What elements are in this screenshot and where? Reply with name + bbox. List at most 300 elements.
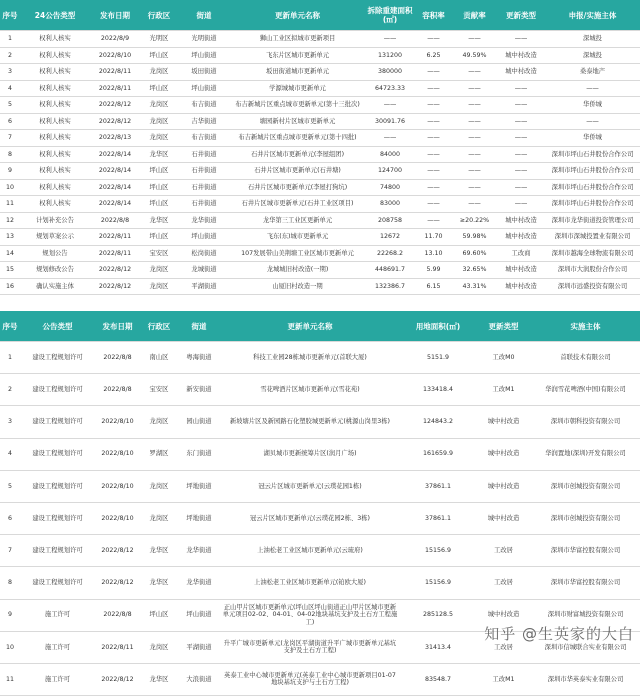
table-cell: 84000 [365, 146, 415, 163]
table-cell: 确认实施主体 [20, 278, 90, 295]
table-cell: 城中村改造 [497, 64, 545, 81]
table-cell: 16 [0, 278, 20, 295]
table-cell: 6.15 [415, 278, 452, 295]
table-cell: 龙岗区 [140, 278, 178, 295]
table-cell: 粤海街道 [178, 342, 220, 374]
table-cell: —— [452, 130, 497, 147]
table-cell: 城中村改造 [476, 406, 531, 438]
table-cell: —— [497, 130, 545, 147]
table-cell: 龙华区 [140, 146, 178, 163]
table-cell: 深城投 [545, 31, 640, 48]
table-cell: 建设工程规划许可 [20, 470, 95, 502]
table-cell: 2 [0, 374, 20, 406]
table-cell: 城中村改造 [497, 229, 545, 246]
table-cell: 深圳市大润股份合作公司 [545, 262, 640, 279]
table-cell: 坪山区 [140, 229, 178, 246]
table-cell: 飞东(东)城市更新单元 [230, 229, 365, 246]
table-cell: 2022/8/11 [95, 631, 140, 663]
table-cell: 坪山街道 [178, 47, 230, 64]
table-cell: —— [497, 146, 545, 163]
table-cell: 1 [0, 31, 20, 48]
table-cell: 建设工程规划许可 [20, 342, 95, 374]
table-cell: 龙岗区 [140, 97, 178, 114]
table-cell: 城中村改造 [476, 438, 531, 470]
table-cell: —— [452, 97, 497, 114]
table-cell: 南山区 [140, 342, 178, 374]
table-cell: 深圳市华富控股有限公司 [531, 535, 640, 567]
table-cell: 3 [0, 64, 20, 81]
table-cell: 14 [0, 245, 20, 262]
table-cell: 宝安区 [140, 245, 178, 262]
table-cell: 11.70 [415, 229, 452, 246]
table-cell: 坂田街道 [178, 64, 230, 81]
table-cell: 15156.9 [400, 535, 476, 567]
table-cell: —— [415, 212, 452, 229]
column-header: 更新类型 [497, 0, 545, 31]
table-cell: 132386.7 [365, 278, 415, 295]
table-cell: 规划草案公示 [20, 229, 90, 246]
table-cell: 15 [0, 262, 20, 279]
table-cell: —— [415, 113, 452, 130]
column-header: 申报/实施主体 [545, 0, 640, 31]
table-cell: 石井街道 [178, 163, 230, 180]
table-cell: 石井片区城市更新单元(李屋组团) [230, 146, 365, 163]
table-cell: 4 [0, 438, 20, 470]
table-row [0, 502, 640, 534]
table-cell: 龙华区 [140, 567, 178, 599]
table-cell: 深城投 [545, 47, 640, 64]
table-cell: 施工许可 [20, 663, 95, 695]
table-cell: 285128.5 [400, 599, 476, 631]
table-cell: —— [365, 130, 415, 147]
table-cell: 131200 [365, 47, 415, 64]
column-header: 实施主体 [531, 311, 640, 342]
table-cell: —— [415, 64, 452, 81]
table-cell: 坪山区 [140, 80, 178, 97]
table-cell: 2022/8/10 [95, 502, 140, 534]
table-cell: 2022/8/13 [90, 130, 140, 147]
table-cell: 15156.9 [400, 567, 476, 599]
table-cell: 工改居 [476, 535, 531, 567]
table-cell: 权利人核实 [20, 179, 90, 196]
table-row [0, 342, 640, 374]
table-cell: 2022/8/12 [95, 535, 140, 567]
table-cell: 光明区 [140, 31, 178, 48]
table-cell: 龙岗区 [140, 470, 178, 502]
table-cell: 龙岗区 [140, 113, 178, 130]
table-row [0, 262, 640, 279]
table-row [0, 47, 640, 64]
table-cell: 龙华街道 [178, 567, 220, 599]
table-cell: —— [497, 179, 545, 196]
table-cell: —— [497, 97, 545, 114]
table-cell: 工改M0 [476, 342, 531, 374]
table-cell: 2022/8/11 [90, 80, 140, 97]
table-cell: 5 [0, 470, 20, 502]
table-cell: 107发展带山美荆塘工业区城市更新单元 [230, 245, 365, 262]
table-cell: 权利人核实 [20, 113, 90, 130]
table-row [0, 567, 640, 599]
table-cell: 2022/8/12 [90, 278, 140, 295]
table-cell: 37861.1 [400, 470, 476, 502]
table-cell: 正山甲片区城市更新单元(坪山区坪山街道正山甲片区城市更新单元项目02-02、04-01、04-02地块基坑支护及土石方工程施工) [220, 599, 400, 631]
table-row [0, 374, 640, 406]
table-cell: 新安街道 [178, 374, 220, 406]
table-cell: —— [545, 113, 640, 130]
table-cell: 11 [0, 196, 20, 213]
table-cell: 深圳市越海全球物流有限公司 [545, 245, 640, 262]
table-cell: 208758 [365, 212, 415, 229]
table-cell: 2022/8/10 [95, 438, 140, 470]
column-header: 用地面积(㎡) [400, 311, 476, 342]
table-cell: 深圳市远盛投资有限公司 [545, 278, 640, 295]
table-cell: 龙华区 [140, 535, 178, 567]
table-cell: 12672 [365, 229, 415, 246]
table-row [0, 438, 640, 470]
table-cell: 2022/8/14 [90, 146, 140, 163]
table-cell: 深圳市创城投资有限公司 [531, 502, 640, 534]
table-cell: 工改商 [497, 245, 545, 262]
table-cell: 坪山区 [140, 196, 178, 213]
table-cell: 深圳市财富城投资有限公司 [531, 599, 640, 631]
table-cell: 2022/8/10 [95, 406, 140, 438]
table-cell: 龙华第三工业区更新单元 [230, 212, 365, 229]
table-cell: 7 [0, 535, 20, 567]
table-cell: 9 [0, 163, 20, 180]
table-cell: 龙岗区 [140, 406, 178, 438]
table-cell: 城中村改造 [476, 599, 531, 631]
table-cell: 7 [0, 130, 20, 147]
table-cell: —— [497, 113, 545, 130]
column-header: 24公告类型 [20, 0, 90, 31]
table-cell: —— [497, 31, 545, 48]
table-cell: 工改居 [476, 567, 531, 599]
table-cell: 深圳市华富控股有限公司 [531, 567, 640, 599]
table-cell: 大浪街道 [178, 663, 220, 695]
table-cell: 龙城城旧村改造(一期) [230, 262, 365, 279]
table-cell: 坪地街道 [178, 502, 220, 534]
table-cell: 2022/8/12 [95, 567, 140, 599]
table-cell: 上油松老工业区城市更新单元(云琉府) [220, 535, 400, 567]
table-cell: 华侨城 [545, 97, 640, 114]
table-cell: —— [415, 130, 452, 147]
column-header: 行政区 [140, 0, 178, 31]
table-cell: 吉华街道 [178, 113, 230, 130]
table-cell: —— [497, 196, 545, 213]
table-cell: 2022/8/11 [90, 245, 140, 262]
update-announcements-table [0, 0, 640, 295]
table-cell: 2022/8/10 [95, 470, 140, 502]
table-cell: 建设工程规划许可 [20, 438, 95, 470]
table-row [0, 31, 640, 48]
table-cell: 石井街道 [178, 196, 230, 213]
table-row [0, 212, 640, 229]
table-cell: 坪山街道 [178, 599, 220, 631]
table-row [0, 179, 640, 196]
table-cell: 权利人核实 [20, 130, 90, 147]
table-cell: 山厦旧村改造一期 [230, 278, 365, 295]
table-cell: 3 [0, 406, 20, 438]
table-cell: 工改M1 [476, 374, 531, 406]
table-row [0, 535, 640, 567]
table-cell: 升平广城市更新单元(龙岗区平湖街道升平广城市更新单元基坑支护及土石方工程) [220, 631, 400, 663]
table-cell: —— [497, 80, 545, 97]
table-cell: 石井片区城市更新单元(石井工业区项目) [230, 196, 365, 213]
table-cell: 5 [0, 97, 20, 114]
table-cell: 2022/8/12 [90, 97, 140, 114]
table-row [0, 97, 640, 114]
table-cell: 9 [0, 599, 20, 631]
table-cell: 桑泰地产 [545, 64, 640, 81]
column-header: 序号 [0, 311, 20, 342]
table-cell: 22268.2 [365, 245, 415, 262]
table-cell: —— [415, 146, 452, 163]
table-cell: 2022/8/11 [90, 229, 140, 246]
table-cell: 74800 [365, 179, 415, 196]
table-cell: 布吉新城片区重点城市更新单元(第十三批次) [230, 97, 365, 114]
table-cell: —— [497, 163, 545, 180]
table-cell: 园山街道 [178, 406, 220, 438]
table-cell: 松岗街道 [178, 245, 230, 262]
table-cell: 权利人核实 [20, 31, 90, 48]
table-cell: —— [415, 196, 452, 213]
table-cell: 科技工业园28栋城市更新单元(首联大厦) [220, 342, 400, 374]
table1-body [0, 31, 640, 295]
table-cell: 上油松老工业区城市更新单元(铂欧大厦) [220, 567, 400, 599]
table-cell: —— [545, 80, 640, 97]
table-cell: 2022/8/14 [90, 196, 140, 213]
table-cell: 权利人核实 [20, 80, 90, 97]
table-cell: 新坡塘片区及新园路石化塑胶城更新单元(桃源山岗里3栋) [220, 406, 400, 438]
table-cell: 11 [0, 663, 20, 695]
table-cell: 规划公告 [20, 245, 90, 262]
table-cell: 建设工程规划许可 [20, 502, 95, 534]
table-cell: 6 [0, 113, 20, 130]
table-cell: 2022/8/11 [90, 64, 140, 81]
table-cell: 石井街道 [178, 179, 230, 196]
table-cell: 2022/8/8 [95, 374, 140, 406]
table-cell: 飞东片区城市更新单元 [230, 47, 365, 64]
table-cell: 龙岗区 [140, 631, 178, 663]
table-cell: 2022/8/12 [90, 113, 140, 130]
table-cell: —— [415, 80, 452, 97]
table-cell: 平湖街道 [178, 278, 230, 295]
table-cell: 深圳市坪山石井股份合作公司 [545, 163, 640, 180]
table-cell: 龙岗区 [140, 130, 178, 147]
table-cell: 坪山街道 [178, 229, 230, 246]
table-cell: 光明街道 [178, 31, 230, 48]
table-row [0, 113, 640, 130]
table-cell: 坂田街道城市更新单元 [230, 64, 365, 81]
table-cell: 城中村改造 [476, 470, 531, 502]
table-cell: 2022/8/14 [90, 163, 140, 180]
table-row [0, 406, 640, 438]
table-cell: —— [452, 146, 497, 163]
table-cell: 华侨城 [545, 130, 640, 147]
table-cell: 10 [0, 631, 20, 663]
table-cell: 2022/8/8 [95, 342, 140, 374]
table-cell: 坪山区 [140, 163, 178, 180]
table-cell: 49.59% [452, 47, 497, 64]
table-cell: 380000 [365, 64, 415, 81]
table-cell: 湖贝城市更新统筹片区(润月广场) [220, 438, 400, 470]
table-cell: 石井片区城市更新单元(石井塘) [230, 163, 365, 180]
table-cell: 2022/8/8 [95, 599, 140, 631]
table-cell: —— [365, 97, 415, 114]
table-cell: —— [452, 196, 497, 213]
table-row [0, 64, 640, 81]
column-header: 行政区 [140, 311, 178, 342]
table-row [0, 470, 640, 502]
table-cell: 8 [0, 146, 20, 163]
table-cell: 罗湖区 [140, 438, 178, 470]
table-cell: 448691.7 [365, 262, 415, 279]
table-cell: 83548.7 [400, 663, 476, 695]
table-cell: 6.25 [415, 47, 452, 64]
table-cell: 建设工程规划许可 [20, 567, 95, 599]
table-cell: 城中村改造 [476, 502, 531, 534]
table-row [0, 229, 640, 246]
table-cell: ≥20.22% [452, 212, 497, 229]
column-header: 更新类型 [476, 311, 531, 342]
table-row [0, 196, 640, 213]
table-cell: 坪山区 [140, 47, 178, 64]
column-header: 贡献率 [452, 0, 497, 31]
table-cell: 施工许可 [20, 599, 95, 631]
table-cell: 龙岗区 [140, 502, 178, 534]
table-cell: 深圳市信城联合实业有限公司 [531, 631, 640, 663]
table-cell: 坪山区 [140, 599, 178, 631]
table-row [0, 130, 640, 147]
table-cell: 坪山区 [140, 179, 178, 196]
table-row [0, 146, 640, 163]
column-header: 街道 [178, 0, 230, 31]
table-cell: 龙华街道 [178, 535, 220, 567]
table-cell: 龙城街道 [178, 262, 230, 279]
table-cell: 12 [0, 212, 20, 229]
column-header: 更新单元名称 [230, 0, 365, 31]
table-cell: 英泰工业中心城市更新单元(英泰工业中心城市更新项目01-07地块基坑支护与土石方工程) [220, 663, 400, 695]
table-cell: 124843.2 [400, 406, 476, 438]
table-row [0, 80, 640, 97]
table-cell: —— [415, 163, 452, 180]
column-header: 序号 [0, 0, 20, 31]
table-cell: —— [452, 64, 497, 81]
table-cell: —— [452, 163, 497, 180]
table-cell: 布吉新城片区重点城市更新单元(第十四批) [230, 130, 365, 147]
column-header: 发布日期 [95, 311, 140, 342]
table-cell: 32.65% [452, 262, 497, 279]
table-cell: —— [452, 31, 497, 48]
table-cell: 建设工程规划许可 [20, 374, 95, 406]
column-header: 发布日期 [90, 0, 140, 31]
table-cell: 建设工程规划许可 [20, 535, 95, 567]
table-cell: 13 [0, 229, 20, 246]
table-row [0, 245, 640, 262]
table-cell: 64723.33 [365, 80, 415, 97]
table-cell: 坪山街道 [178, 80, 230, 97]
table-cell: 龙华区 [140, 663, 178, 695]
table-cell: 43.31% [452, 278, 497, 295]
table2-header-row [0, 311, 640, 342]
table-cell: 权利人核实 [20, 64, 90, 81]
table-cell: 2022/8/10 [90, 47, 140, 64]
table-cell: 施工许可 [20, 631, 95, 663]
column-header: 更新单元名称 [220, 311, 400, 342]
table-cell: —— [415, 97, 452, 114]
table-cell: 龙华区 [140, 212, 178, 229]
table-cell: 城中村改造 [497, 262, 545, 279]
table-cell: 雪花啤酒片区城市更新单元(雪花苑) [220, 374, 400, 406]
table-cell: 工改M1 [476, 663, 531, 695]
table-cell: 2022/8/14 [90, 179, 140, 196]
table-cell: —— [452, 179, 497, 196]
table-cell: 深圳市坪山石井股份合作公司 [545, 196, 640, 213]
table-cell: 权利人核实 [20, 163, 90, 180]
table-cell: 2022/8/9 [90, 31, 140, 48]
table-cell: —— [415, 31, 452, 48]
table-cell: 冠云片区城市更新单元(云璞花园2栋、3栋) [220, 502, 400, 534]
table-cell: 深圳市深城投置业有限公司 [545, 229, 640, 246]
table-cell: 161659.9 [400, 438, 476, 470]
table-cell: 布吉街道 [178, 97, 230, 114]
table-cell: 10 [0, 179, 20, 196]
table-cell: 124700 [365, 163, 415, 180]
table-cell: 8 [0, 567, 20, 599]
table-cell: 坪地街道 [178, 470, 220, 502]
table-cell: 69.60% [452, 245, 497, 262]
table-cell: 狮山工业区拟城市更新项目 [230, 31, 365, 48]
table-cell: 权利人核实 [20, 196, 90, 213]
table-cell: 华润置地(深圳)开发有限公司 [531, 438, 640, 470]
table-cell: 学源城城市更新单元 [230, 80, 365, 97]
table-cell: —— [365, 31, 415, 48]
table-cell: 龙岗区 [140, 64, 178, 81]
table-cell: 冠云片区城市更新单元(云璞花园1栋) [220, 470, 400, 502]
table-cell: 龙华街道 [178, 212, 230, 229]
table-cell: 计划补充公告 [20, 212, 90, 229]
table-cell: 59.98% [452, 229, 497, 246]
table-cell: 30091.76 [365, 113, 415, 130]
table-cell: 城中村改造 [497, 278, 545, 295]
table-cell: 133418.4 [400, 374, 476, 406]
table-cell: 东门街道 [178, 438, 220, 470]
table-cell: 石井片区城市更新单元(李屋打狗坑) [230, 179, 365, 196]
table-cell: 2022/8/12 [95, 663, 140, 695]
table-cell: 深圳市朝科投资有限公司 [531, 406, 640, 438]
table-cell: 平湖街道 [178, 631, 220, 663]
table-cell: 深圳市坪山石井股份合作公司 [545, 179, 640, 196]
table-cell: 深圳市坪山石井股份合作公司 [545, 146, 640, 163]
table-cell: 5.99 [415, 262, 452, 279]
table-cell: 城中村改造 [497, 212, 545, 229]
table-cell: 深圳市龙华街道投资管理公司 [545, 212, 640, 229]
zhihu-watermark: 知乎 @生英家的大白 [484, 625, 634, 643]
table-row [0, 278, 640, 295]
table-cell: 深圳市创城投资有限公司 [531, 470, 640, 502]
table-cell: 权利人核实 [20, 47, 90, 64]
table-cell: 4 [0, 80, 20, 97]
column-header: 街道 [178, 311, 220, 342]
table-row [0, 663, 640, 695]
column-header: 拆除重建面积(㎡) [365, 0, 415, 31]
table-cell: 龙岗区 [140, 262, 178, 279]
table-cell: 华润雪花啤酒(中国)有限公司 [531, 374, 640, 406]
table-cell: 83000 [365, 196, 415, 213]
column-header: 容积率 [415, 0, 452, 31]
table-cell: 权利人核实 [20, 97, 90, 114]
table-cell: 规划修改公告 [20, 262, 90, 279]
